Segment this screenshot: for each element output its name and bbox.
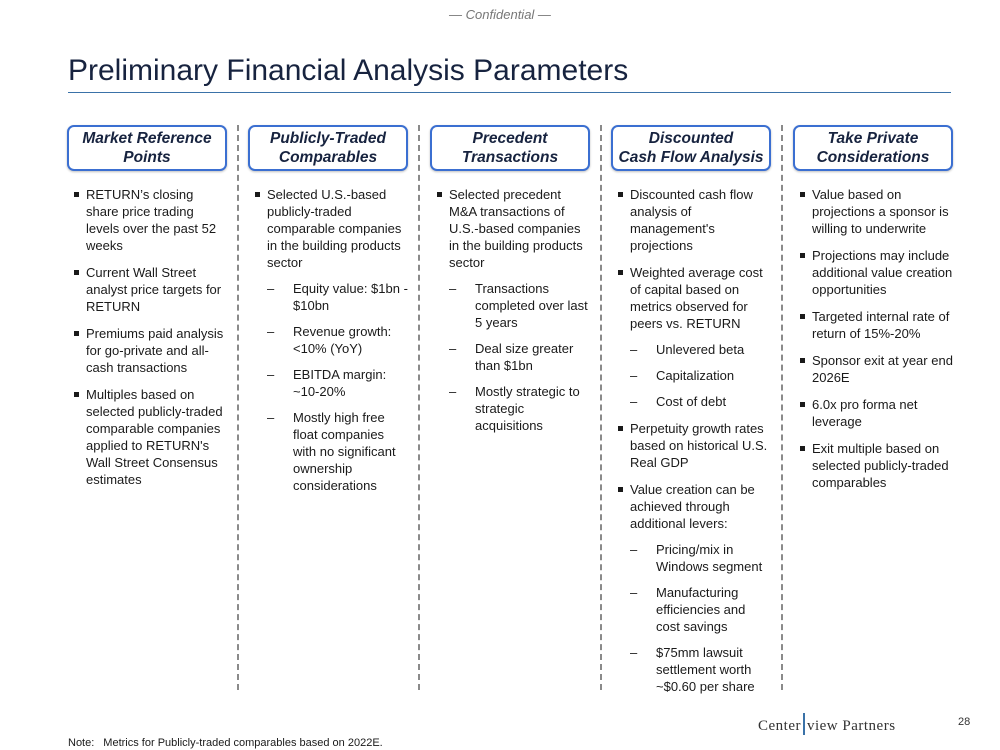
column-divider bbox=[237, 125, 239, 690]
bullet-item: Sponsor exit at year end 2026E bbox=[793, 352, 953, 386]
bullet-item: Exit multiple based on selected publicly-traded comparables bbox=[793, 440, 953, 491]
sub-bullet-item: – Cost of debt bbox=[630, 393, 771, 410]
logo-bar bbox=[803, 713, 805, 735]
bullet-item: Targeted internal rate of return of 15%-20% bbox=[793, 308, 953, 342]
bullet-item: Discounted cash flow analysis of management's projections bbox=[611, 186, 771, 254]
sub-bullet-item: – Unlevered beta bbox=[630, 341, 771, 358]
bullet-item: Multiples based on selected publicly-traded comparable companies applied to RETURN's Wall Street Consensus estimates bbox=[67, 386, 227, 488]
page-number: 28 bbox=[958, 716, 971, 728]
bullet-item: 6.0x pro forma net leverage bbox=[793, 396, 953, 430]
bullet-item: Perpetuity growth rates based on historical U.S. Real GDP bbox=[611, 420, 771, 471]
column-divider bbox=[781, 125, 783, 690]
bullet-item: Projections may include additional value creation opportunities bbox=[793, 247, 953, 298]
bullet-item: Selected U.S.-based publicly-traded comparable companies in the building products sector – Equity value: $1bn - $10bn – Revenue growth: <10% (YoY) – EBITDA margin: ~10-20% – Mostly high free float companies with no significant ownership considerations bbox=[248, 186, 408, 494]
sub-bullet-item: – Transactions completed over last 5 years bbox=[449, 280, 590, 331]
column-header: Take Private Considerations bbox=[793, 125, 953, 171]
column-market-reference bbox=[67, 125, 227, 498]
column-take-private bbox=[793, 125, 953, 501]
bullet-item: Weighted average cost of capital based on metrics observed for peers vs. RETURN – Unlevered beta – Capitalization – Cost of debt bbox=[611, 264, 771, 410]
bullet-item: Current Wall Street analyst price targets for RETURN bbox=[67, 264, 227, 315]
bullet-item: RETURN’s closing share price trading levels over the past 52 weeks bbox=[67, 186, 227, 254]
column-header: Publicly-Traded Comparables bbox=[248, 125, 408, 171]
column-divider bbox=[418, 125, 420, 690]
column-publicly-traded-comparables bbox=[248, 125, 408, 504]
bullet-item: Value based on projections a sponsor is willing to underwrite bbox=[793, 186, 953, 237]
sub-bullet-item: – Deal size greater than $1bn bbox=[449, 340, 590, 374]
bullet-item: Value creation can be achieved through additional levers: – Pricing/mix in Windows segment – Manufacturing efficiencies and cost savings – $75mm lawsuit settlement worth ~$0.60 per share bbox=[611, 481, 771, 695]
title-underline bbox=[68, 92, 951, 93]
column-precedent-transactions bbox=[430, 125, 590, 444]
sub-bullet-item: – $75mm lawsuit settlement worth ~$0.60 per share bbox=[630, 644, 771, 695]
centerview-logo: Center view Partners bbox=[758, 713, 896, 735]
sub-bullet-item: – Mostly strategic to strategic acquisitions bbox=[449, 383, 590, 434]
sub-bullet-item: – Manufacturing efficiencies and cost savings bbox=[630, 584, 771, 635]
sub-bullet-item: – Equity value: $1bn - $10bn bbox=[267, 280, 408, 314]
column-header: Precedent Transactions bbox=[430, 125, 590, 171]
column-header: Market Reference Points bbox=[67, 125, 227, 171]
sub-bullet-item: – Revenue growth: <10% (YoY) bbox=[267, 323, 408, 357]
bullet-item: Selected precedent M&A transactions of U.S.-based companies in the building products sector – Transactions completed over last 5 years – Deal size greater than $1bn – Mostly strategic to strategic acquisitions bbox=[430, 186, 590, 434]
column-discounted-cash-flow bbox=[611, 125, 771, 705]
column-header: Discounted Cash Flow Analysis bbox=[611, 125, 771, 171]
sub-bullet-item: – EBITDA margin: ~10-20% bbox=[267, 366, 408, 400]
sub-bullet-item: – Pricing/mix in Windows segment bbox=[630, 541, 771, 575]
page-title: Preliminary Financial Analysis Parameters bbox=[68, 54, 629, 87]
sub-bullet-item: – Capitalization bbox=[630, 367, 771, 384]
bullet-item: Premiums paid analysis for go-private and all-cash transactions bbox=[67, 325, 227, 376]
confidential-label: — Confidential — bbox=[449, 7, 551, 22]
column-divider bbox=[600, 125, 602, 690]
sub-bullet-item: – Mostly high free float companies with no significant ownership considerations bbox=[267, 409, 408, 494]
footnote: Note: Metrics for Publicly-traded comparables based on 2022E. bbox=[68, 737, 383, 749]
